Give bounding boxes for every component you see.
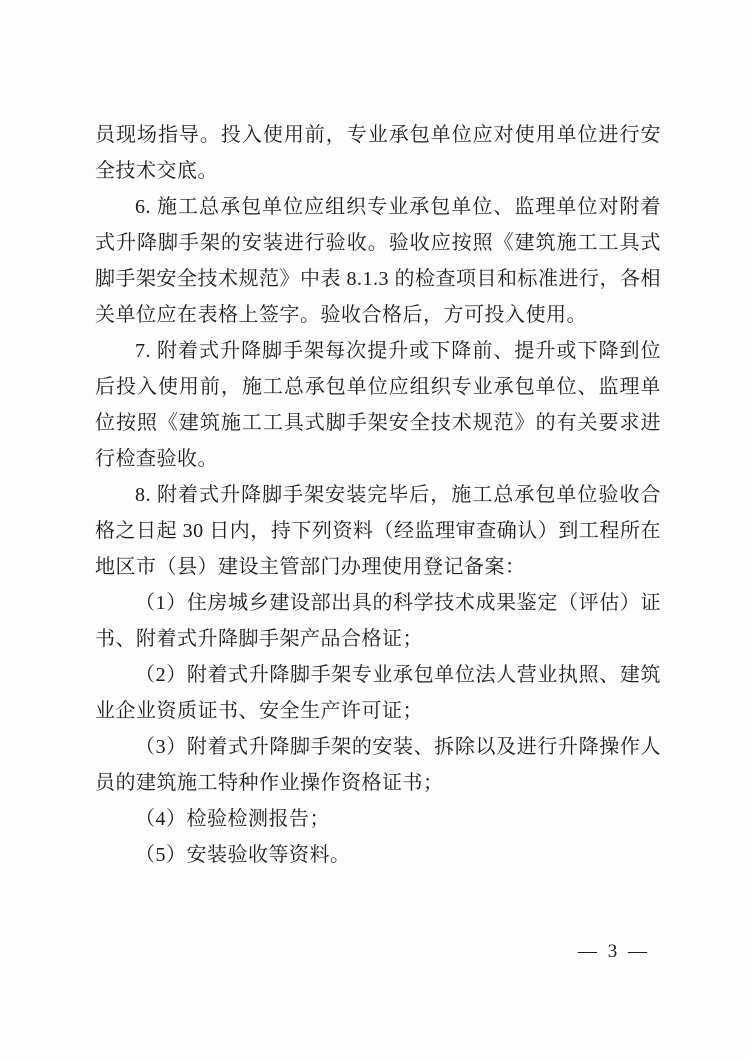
paragraph-item-8: 8. 附着式升降脚手架安装完毕后，施工总承包单位验收合格之日起 30 日内，持下列资料（经监理审查确认）到工程所在地区市（县）建设主管部门办理使用登记备案： xyxy=(95,484,661,578)
paragraph-continuation: 员现场指导。投入使用前，专业承包单位应对使用单位进行安全技术交底。 xyxy=(95,124,661,182)
paragraph-sub-item-4: （4）检验检测报告； xyxy=(135,808,330,830)
paragraph-sub-item-1: （1）住房城乡建设部出具的科学技术成果鉴定（评估）证书、附着式升降脚手架产品合格证； xyxy=(95,592,661,650)
document-body xyxy=(95,117,661,873)
paragraph-sub-item-5: （5）安装验收等资料。 xyxy=(135,844,351,866)
paragraph-item-6: 6. 施工总承包单位应组织专业承包单位、监理单位对附着式升降脚手架的安装进行验收。验收应按照《建筑施工工具式脚手架安全技术规范》中表 8.1.3 的检查项目和标准进行，各相关单位应在表格上签字。验收合格后，方可投入使用。 xyxy=(95,196,661,326)
paragraph-sub-item-2: （2）附着式升降脚手架专业承包单位法人营业执照、建筑业企业资质证书、安全生产许可证； xyxy=(95,664,661,722)
paragraph-sub-item-3: （3）附着式升降脚手架的安装、拆除以及进行升降操作人员的建筑施工特种作业操作资格证书； xyxy=(95,736,661,794)
footer-page-number: — 3 — xyxy=(578,941,650,962)
paragraph-item-7: 7. 附着式升降脚手架每次提升或下降前、提升或下降到位后投入使用前，施工总承包单位应组织专业承包单位、监理单位按照《建筑施工工具式脚手架安全技术规范》的有关要求进行检查验收。 xyxy=(95,340,661,470)
